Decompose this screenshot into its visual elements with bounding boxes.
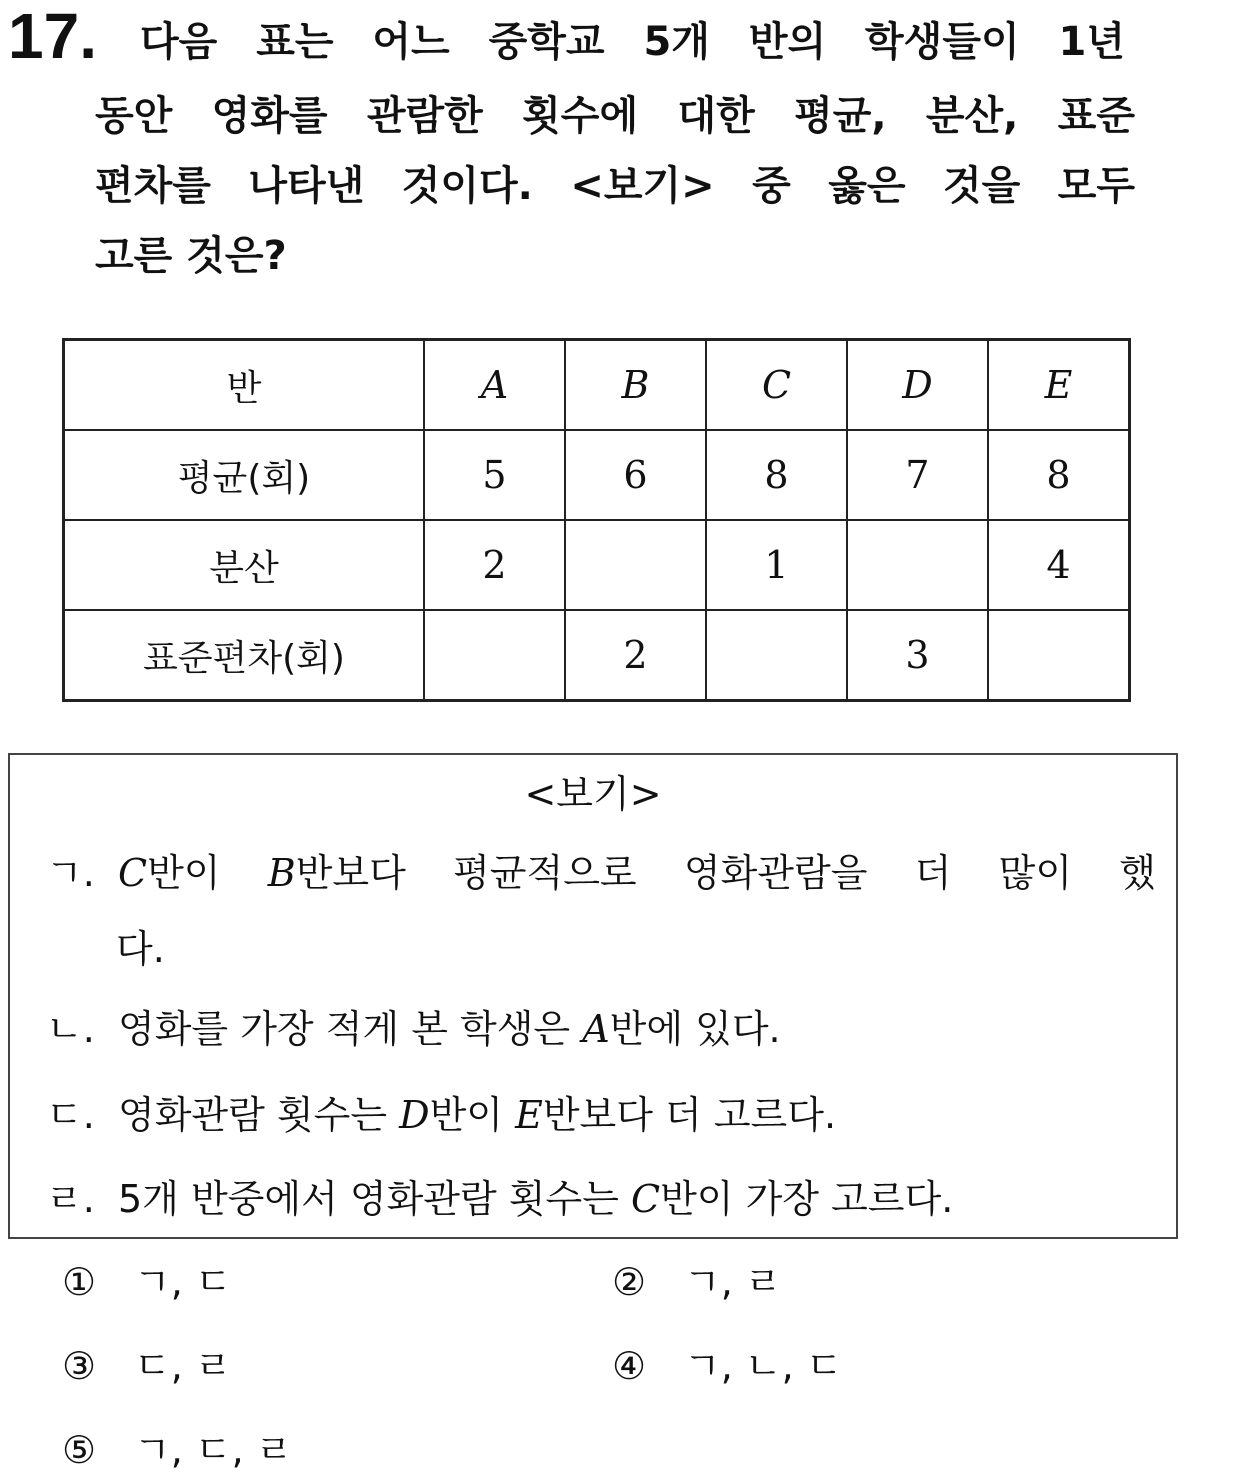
table-cell: [706, 610, 847, 701]
question-text-line-4: 고른 것은?: [95, 233, 287, 279]
choice-text: ㄱ, ㄴ, ㄷ: [684, 1344, 843, 1388]
table-cell: 4: [988, 520, 1130, 610]
table-cell: 5: [424, 430, 565, 520]
bogi-item-rieul: [46, 1173, 953, 1225]
choice-text: ㄱ, ㄷ: [134, 1260, 232, 1304]
table-cell: [988, 610, 1130, 701]
answer-choice-3[interactable]: [62, 1342, 232, 1390]
choice-number: ④: [612, 1344, 647, 1388]
table-row-mean: [64, 430, 1130, 520]
bogi-item-text: 영화관람 횟수는: [118, 1093, 400, 1137]
header-class-d: D: [847, 340, 988, 431]
table-cell: [565, 520, 706, 610]
choice-text: ㄱ, ㄷ, ㄹ: [134, 1428, 293, 1472]
choice-number: ③: [62, 1344, 97, 1388]
bogi-item-mark: ㄹ.: [46, 1177, 95, 1221]
bogi-item-mark: ㄱ.: [46, 851, 95, 895]
bogi-item-text: 반에 있다.: [609, 1007, 781, 1051]
table-cell: 1: [706, 520, 847, 610]
bogi-item-text: 영화를 가장 적게 본 학생은: [118, 1007, 583, 1051]
choice-number: ①: [62, 1260, 97, 1304]
header-class-e: E: [988, 340, 1130, 431]
table-cell: [424, 610, 565, 701]
answer-choice-5[interactable]: [62, 1426, 292, 1474]
bogi-item-giyeok: [46, 847, 1156, 899]
table-cell: 3: [847, 610, 988, 701]
header-class-c: C: [706, 340, 847, 431]
table-row-variance: [64, 520, 1130, 610]
class-var-d: D: [399, 1093, 430, 1137]
table-cell: 8: [988, 430, 1130, 520]
answer-choice-1[interactable]: [62, 1258, 232, 1306]
header-class-b: B: [565, 340, 706, 431]
row-label-mean: 평균(회): [64, 430, 425, 520]
question-number: 17.: [8, 0, 97, 72]
class-var-a: A: [582, 1007, 610, 1051]
class-var-e: E: [515, 1093, 543, 1137]
bogi-item-text: 반이: [147, 851, 268, 895]
table-row-stddev: [64, 610, 1130, 701]
bogi-item-text: 반이 가장 고르다.: [660, 1177, 954, 1221]
bogi-item-text: 반보다 더 고르다.: [542, 1093, 837, 1137]
table-cell: 6: [565, 430, 706, 520]
choice-number: ②: [612, 1260, 647, 1304]
table-header-row: [64, 340, 1130, 431]
bogi-item-digeut: [46, 1089, 836, 1141]
header-class-a: A: [424, 340, 565, 431]
table-cell: 8: [706, 430, 847, 520]
bogi-item-mark: ㄷ.: [46, 1093, 95, 1137]
row-label-stddev: 표준편차(회): [64, 610, 425, 701]
header-class-label: 반: [64, 340, 425, 431]
row-label-variance: 분산: [64, 520, 425, 610]
statistics-table: [62, 338, 1131, 702]
answer-choice-4[interactable]: [612, 1342, 842, 1390]
bogi-item-text: 5개 반중에서 영화관람 횟수는: [118, 1177, 631, 1221]
question-text-line-1: 다음 표는 어느 중학교 5개 반의 학생들이 1년: [140, 19, 1125, 65]
table-cell: [847, 520, 988, 610]
table-cell: 7: [847, 430, 988, 520]
bogi-box: [8, 753, 1178, 1239]
bogi-item-text: 반이: [429, 1093, 516, 1137]
choice-text: ㄱ, ㄹ: [684, 1260, 782, 1304]
question-text-line-2: 동안 영화를 관람한 횟수에 대한 평균, 분산, 표준: [95, 93, 1135, 139]
choice-number: ⑤: [62, 1428, 97, 1472]
class-var-c: C: [631, 1177, 661, 1221]
bogi-item-nieun: [46, 1003, 781, 1055]
table-cell: 2: [565, 610, 706, 701]
answer-choice-2[interactable]: [612, 1258, 782, 1306]
choice-text: ㄷ, ㄹ: [134, 1344, 232, 1388]
class-var-c: C: [118, 851, 148, 895]
bogi-item-mark: ㄴ.: [46, 1007, 95, 1051]
bogi-item-text: 반보다 평균적으로 영화관람을 더 많이 했: [295, 851, 1156, 895]
bogi-item-giyeok-continuation: 다.: [116, 927, 165, 971]
bogi-title: <보기>: [524, 772, 662, 816]
table-cell: 2: [424, 520, 565, 610]
question-text-line-3: 편차를 나타낸 것이다. <보기> 중 옳은 것을 모두: [95, 163, 1135, 209]
class-var-b: B: [267, 851, 296, 895]
